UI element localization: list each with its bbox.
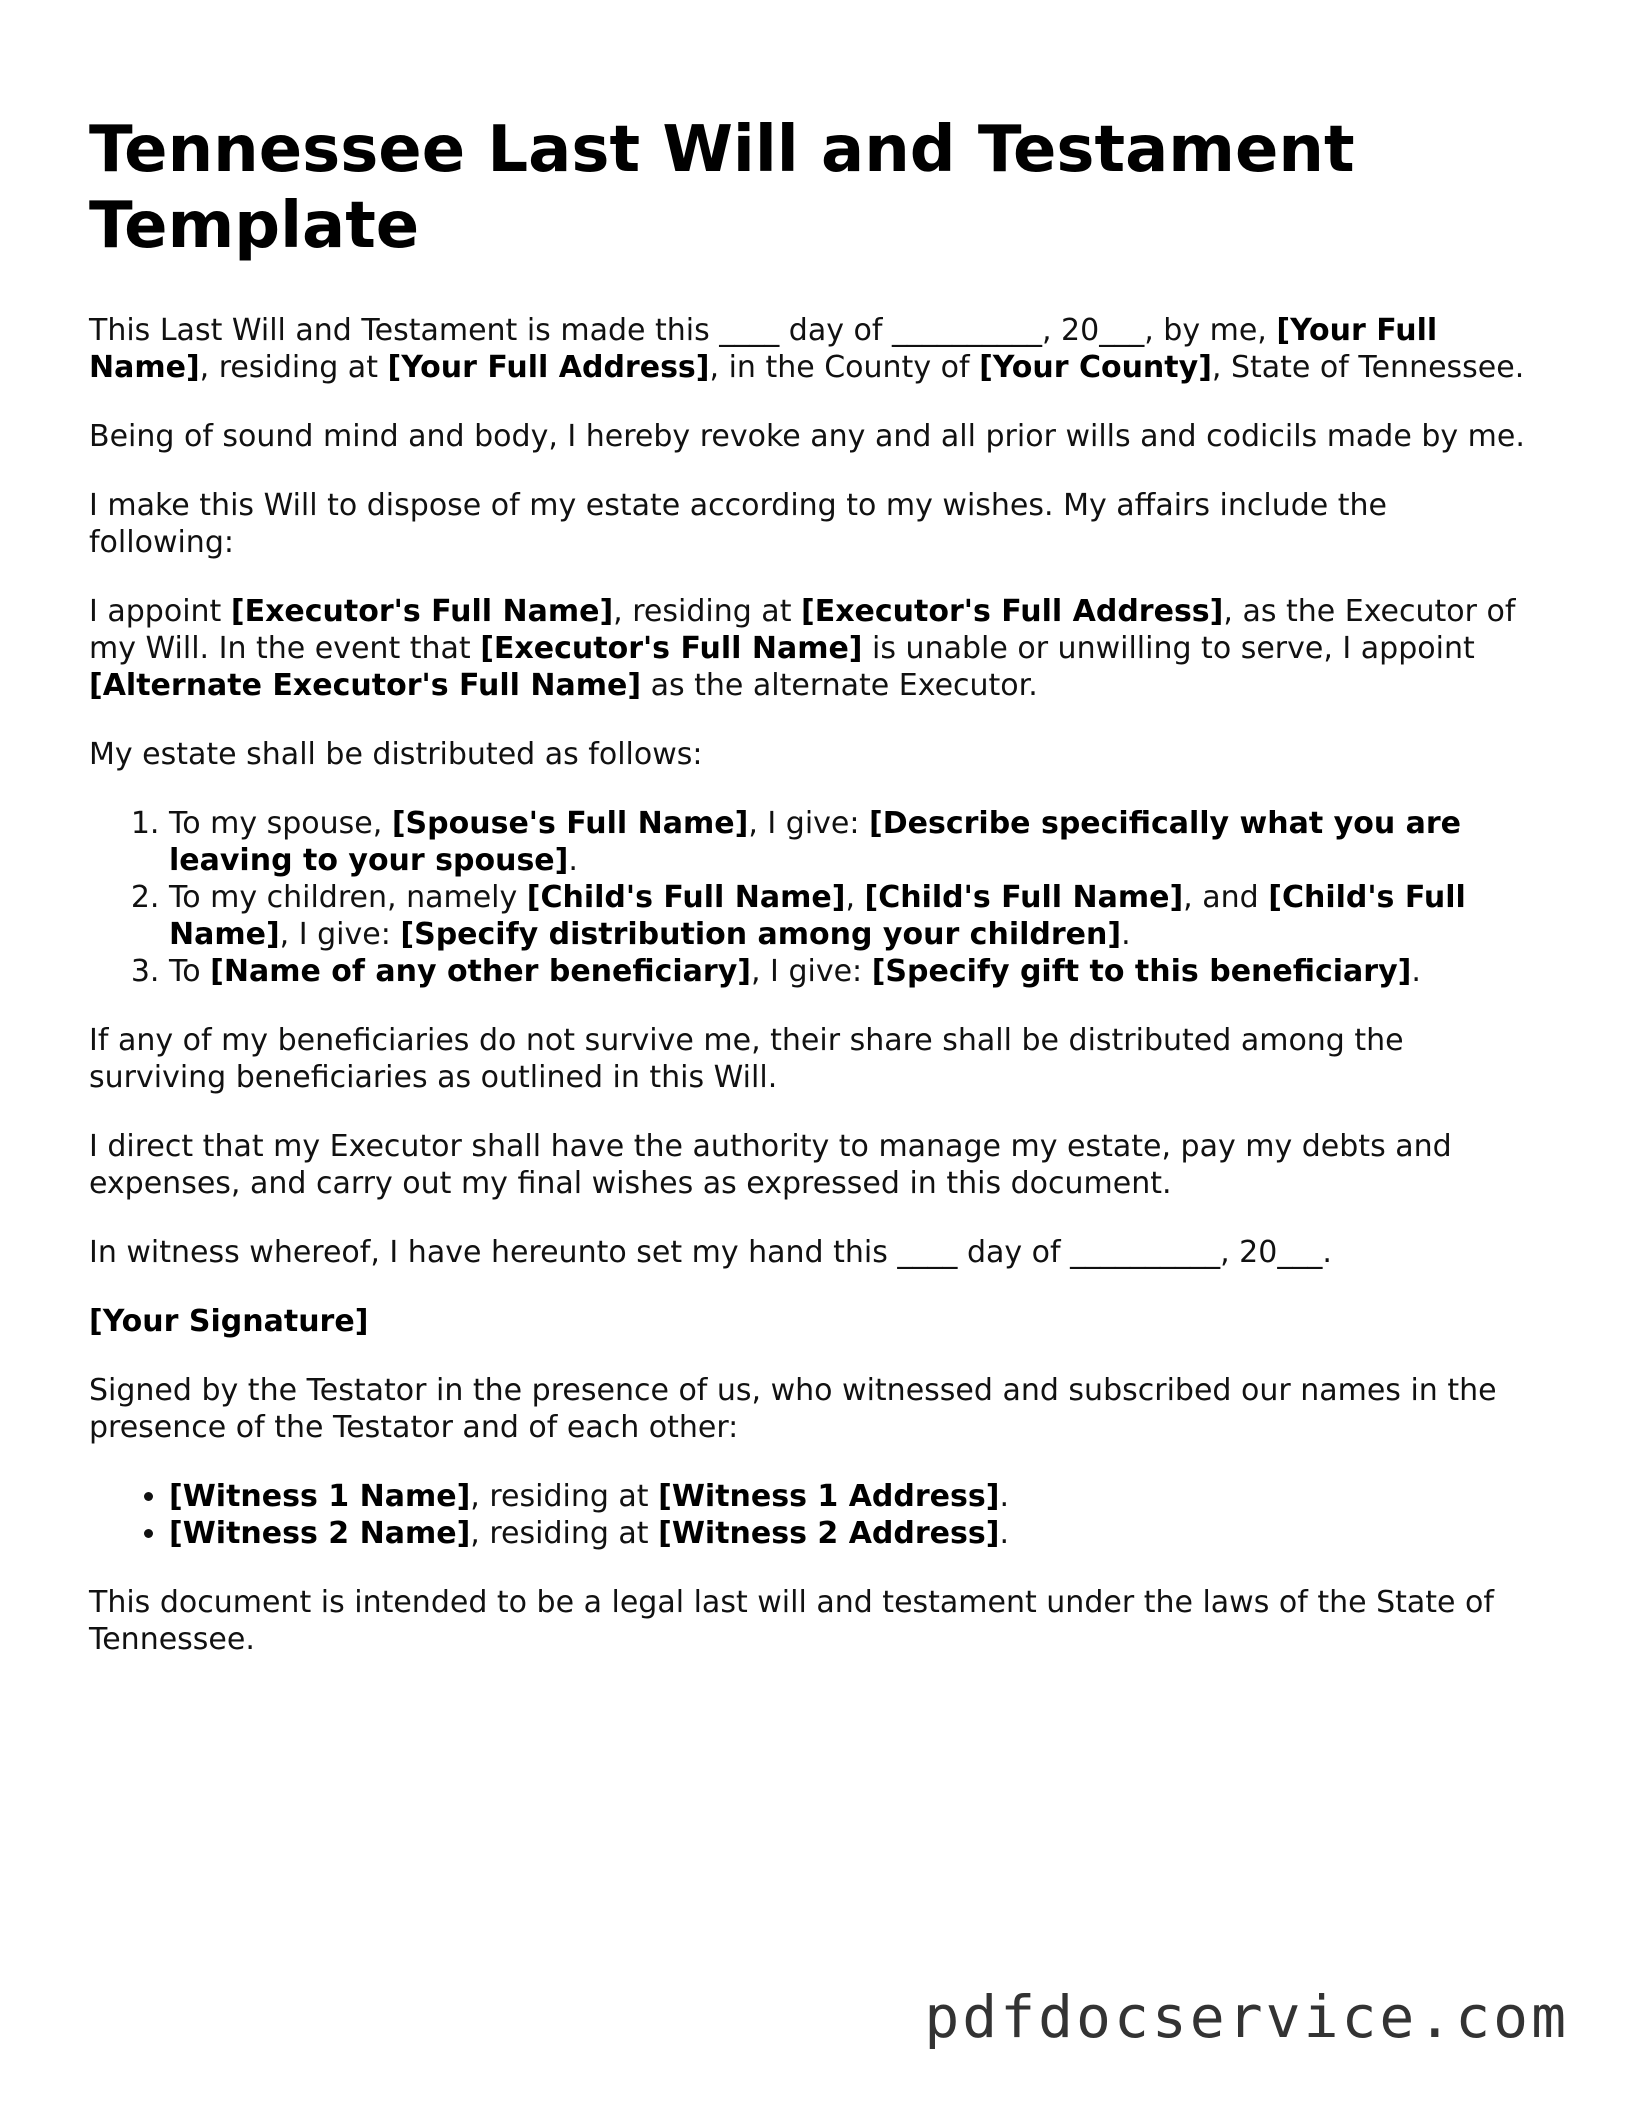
distribution-list xyxy=(89,805,1539,990)
list-item-text: . xyxy=(1411,954,1421,989)
list-item-text: . xyxy=(999,1479,1009,1514)
executor-text: is unable or unwilling to serve, I appoint xyxy=(862,631,1475,666)
executor-text: , as the Executor of my Will. In the event that xyxy=(89,594,1516,666)
list-item-text: . xyxy=(568,843,578,878)
signature-placeholder: [Your Signature] xyxy=(89,1304,369,1339)
revocation-paragraph: Being of sound mind and body, I hereby revoke any and all prior wills and codicils made by me. xyxy=(89,419,1525,454)
survival-paragraph: If any of my beneficiaries do not survive me, their share shall be distributed among the surviving beneficiaries as outlined in this Will. xyxy=(89,1023,1404,1095)
list-item-text: To my spouse, xyxy=(169,806,392,841)
intro-text: This Last Will and Testament is made this ____ day of __________, 20___, by me, xyxy=(89,313,1277,348)
list-item-text: , xyxy=(845,880,865,915)
list-item xyxy=(169,879,1539,953)
signature-line xyxy=(89,1303,1539,1340)
county-placeholder: [Your County] xyxy=(979,350,1212,385)
witness-address-placeholder: [Witness 2 Address] xyxy=(658,1516,1000,1551)
witness-clause: In witness whereof, I have hereunto set my hand this ____ day of __________, 20___. xyxy=(89,1235,1332,1270)
list-item-text: , I give: xyxy=(748,806,870,841)
list-item-text: , and xyxy=(1183,880,1269,915)
witness-address-placeholder: [Witness 1 Address] xyxy=(658,1479,1000,1514)
list-item-text: . xyxy=(999,1516,1009,1551)
attestation-paragraph: Signed by the Testator in the presence of us, who witnessed and subscribed our names in the presence of the Testator and of each other: xyxy=(89,1373,1497,1445)
list-item-text: . xyxy=(1121,917,1131,952)
list-item-text: To my children, namely xyxy=(169,880,527,915)
child-name-placeholder: [Child's Full Name] xyxy=(864,880,1184,915)
purpose-paragraph: I make this Will to dispose of my estate according to my wishes. My affairs include the following: xyxy=(89,488,1387,560)
authority-paragraph: I direct that my Executor shall have the authority to manage my estate, pay my debts and expenses, and carry out my final wishes as expressed in this document. xyxy=(89,1129,1452,1201)
intro-text: , in the County of xyxy=(709,350,980,385)
executor-text: as the alternate Executor. xyxy=(641,668,1038,703)
executor-name-placeholder: [Executor's Full Name] xyxy=(480,631,863,666)
child-name-placeholder: [Child's Full Name] xyxy=(526,880,846,915)
document-page xyxy=(89,112,1539,1690)
witness-name-placeholder: [Witness 2 Name] xyxy=(169,1516,471,1551)
child-name-placeholder: [Child's Full Name] xyxy=(169,880,1466,952)
closing-paragraph: This document is intended to be a legal last will and testament under the laws of the State of Tennessee. xyxy=(89,1585,1494,1657)
watermark: pdfdocservice.com xyxy=(924,1983,1569,2051)
list-item-text: To xyxy=(169,954,211,989)
testator-name-placeholder: [Your Full Name] xyxy=(89,313,1438,385)
executor-address-placeholder: [Executor's Full Address] xyxy=(801,594,1224,629)
children-distribution-placeholder: [Specify distribution among your children] xyxy=(400,917,1122,952)
page-title: Tennessee Last Will and Testament Template xyxy=(89,113,1355,263)
intro-text: , State of Tennessee. xyxy=(1211,350,1525,385)
list-item-text: , I give: xyxy=(750,954,872,989)
alternate-executor-placeholder: [Alternate Executor's Full Name] xyxy=(89,668,642,703)
beneficiary-name-placeholder: [Name of any other beneficiary] xyxy=(210,954,751,989)
spouse-gift-placeholder: [Describe specifically what you are leaving to your spouse] xyxy=(169,806,1462,878)
witness-name-placeholder: [Witness 1 Name] xyxy=(169,1479,471,1514)
witness-list xyxy=(89,1478,1539,1552)
distribution-intro: My estate shall be distributed as follows: xyxy=(89,737,703,772)
list-item xyxy=(169,1515,1539,1552)
intro-text: , residing at xyxy=(199,350,388,385)
executor-paragraph xyxy=(89,593,1539,704)
list-item xyxy=(169,1478,1539,1515)
list-item xyxy=(169,805,1539,879)
executor-text: I appoint xyxy=(89,594,231,629)
list-item-text: , residing at xyxy=(470,1516,659,1551)
list-item xyxy=(169,953,1539,990)
beneficiary-gift-placeholder: [Specify gift to this beneficiary] xyxy=(871,954,1412,989)
spouse-name-placeholder: [Spouse's Full Name] xyxy=(391,806,749,841)
executor-name-placeholder: [Executor's Full Name] xyxy=(230,594,614,629)
list-item-text: , I give: xyxy=(279,917,401,952)
testator-address-placeholder: [Your Full Address] xyxy=(387,350,710,385)
list-item-text: , residing at xyxy=(470,1479,659,1514)
intro-paragraph xyxy=(89,312,1539,386)
executor-text: , residing at xyxy=(613,594,801,629)
